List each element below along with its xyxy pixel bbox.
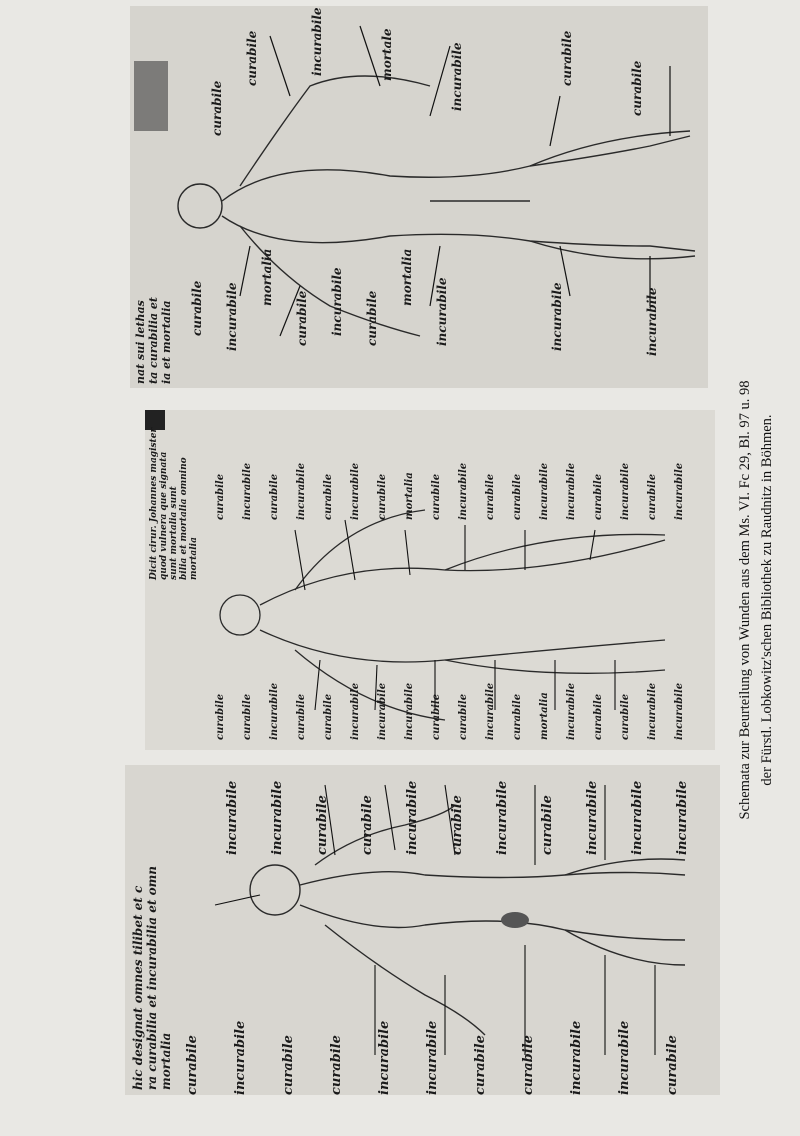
caption-line-2: der Fürstl. Lobkowitz'schen Bibliothek zu Raudnitz in Böhmen. <box>759 414 775 786</box>
wound-label: curabile <box>215 693 226 740</box>
wound-man-figure-top <box>130 6 708 388</box>
wound-label: incurabile <box>566 682 577 740</box>
wound-label: curabile <box>560 30 574 86</box>
wound-label: incurabile <box>630 780 645 855</box>
wound-label: curabile <box>512 473 523 520</box>
wound-label: curabile <box>360 795 375 855</box>
wound-label: curabile <box>242 693 253 740</box>
wound-label: incurabile <box>269 682 280 740</box>
top-header-line: ia et mortalia <box>160 300 173 384</box>
wound-label: curabile <box>323 693 334 740</box>
wound-label: mortale <box>380 28 394 81</box>
wound-label: curabile <box>473 1035 488 1095</box>
middle-header-line: mortalia <box>189 537 199 580</box>
wound-label: curabile <box>593 693 604 740</box>
wound-label: incurabile <box>585 780 600 855</box>
wound-label: incurabile <box>458 462 469 520</box>
middle-header-line: Dicit cirur. Johannes magister <box>149 427 159 580</box>
wound-label: incurabile <box>435 277 449 346</box>
wound-label: incurabile <box>350 462 361 520</box>
wound-label: curabile <box>521 1035 536 1095</box>
middle-header-line: sunt mortalia sunt <box>169 486 179 580</box>
wound-label: incurabile <box>330 267 344 336</box>
wound-label: curabile <box>540 795 555 855</box>
wound-label: incurabile <box>674 462 685 520</box>
wound-label: incurabile <box>425 1020 440 1095</box>
caption-line-1: Schemata zur Beurteilung von Wunden aus dem Ms. VI. Fc 29, Bl. 97 u. 98 <box>737 380 753 820</box>
middle-header-line: bilia et mortalia omnino <box>179 457 189 580</box>
wound-label: curabile <box>210 80 224 136</box>
wound-label: incurabile <box>296 462 307 520</box>
wound-label: incurabile <box>645 287 659 356</box>
wound-label: incurabile <box>404 682 415 740</box>
wound-label: curabile <box>245 30 259 86</box>
wound-label: curabile <box>512 693 523 740</box>
wound-label: incurabile <box>495 780 510 855</box>
wound-label: incurabile <box>242 462 253 520</box>
wound-label: incurabile <box>310 7 324 76</box>
wound-label: incurabile <box>675 780 690 855</box>
top-header-line: nat sui lethas <box>134 300 147 384</box>
top-header-line: ta curabilia et <box>147 297 160 384</box>
wound-label: curabile <box>620 693 631 740</box>
wound-label: incurabile <box>539 462 550 520</box>
middle-header-text <box>149 428 199 580</box>
wound-label: incurabile <box>225 780 240 855</box>
figure-caption <box>734 300 778 900</box>
wound-label: incurabile <box>450 42 464 111</box>
wound-label: curabile <box>485 473 496 520</box>
wound-label: curabile <box>450 795 465 855</box>
wound-label: curabile <box>296 693 307 740</box>
plate-middle-figure <box>145 410 715 750</box>
wound-label: mortalia <box>404 472 415 520</box>
wound-label: curabile <box>593 473 604 520</box>
wound-label: incurabile <box>225 282 239 351</box>
wound-label: curabile <box>665 1035 680 1095</box>
plate-bottom-figure <box>125 765 720 1095</box>
wound-label: incurabile <box>674 682 685 740</box>
wound-label: curabile <box>377 473 388 520</box>
plate-top-figure <box>130 6 708 388</box>
wound-label: incurabile <box>569 1020 584 1095</box>
wound-label: mortalia <box>539 692 550 740</box>
wound-label: incurabile <box>350 682 361 740</box>
wound-label: curabile <box>431 693 442 740</box>
wound-label: curabile <box>458 693 469 740</box>
wound-label: incurabile <box>233 1020 248 1095</box>
bottom-header-line: mortalia <box>159 1032 173 1090</box>
wound-label: mortalia <box>260 248 274 306</box>
wound-label: incurabile <box>566 462 577 520</box>
wound-label: curabile <box>365 290 379 346</box>
middle-header-line: quod vulnera que signata <box>159 451 169 580</box>
wound-label: incurabile <box>485 682 496 740</box>
wound-label: curabile <box>281 1035 296 1095</box>
wound-label: curabile <box>630 60 644 116</box>
top-header-text <box>134 297 173 384</box>
wound-label: mortalia <box>400 248 414 306</box>
wound-label: curabile <box>190 280 204 336</box>
wound-label: incurabile <box>647 682 658 740</box>
bottom-header-text <box>131 866 173 1090</box>
bottom-header-line: hic designat omnes tilibet et c <box>131 885 145 1090</box>
wound-label: curabile <box>431 473 442 520</box>
wound-label: incurabile <box>270 780 285 855</box>
wound-label: curabile <box>185 1035 200 1095</box>
wound-label: incurabile <box>550 282 564 351</box>
wound-label: incurabile <box>617 1020 632 1095</box>
wound-label: curabile <box>315 795 330 855</box>
wound-label: curabile <box>295 290 309 346</box>
wound-label: curabile <box>269 473 280 520</box>
wound-label: curabile <box>323 473 334 520</box>
wound-label: incurabile <box>620 462 631 520</box>
wound-label: curabile <box>329 1035 344 1095</box>
bottom-header-line: ra curabilia et incurabilia et omn <box>145 866 159 1090</box>
wound-label: curabile <box>647 473 658 520</box>
wound-label: incurabile <box>377 682 388 740</box>
wound-label: curabile <box>215 473 226 520</box>
wound-label: incurabile <box>377 1020 392 1095</box>
wound-label: incurabile <box>405 780 420 855</box>
